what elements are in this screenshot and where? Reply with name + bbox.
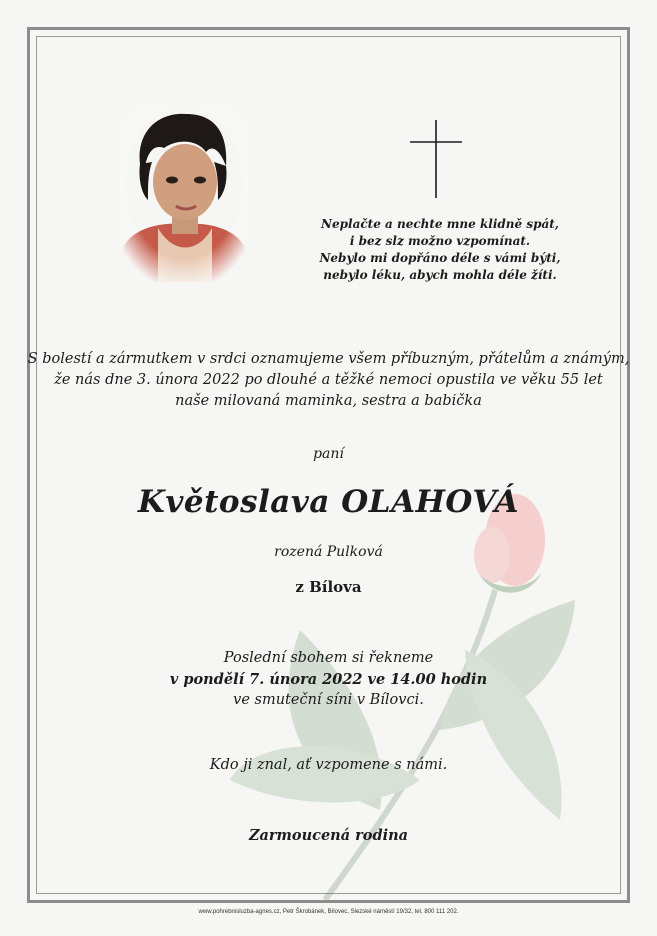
funeral-place: ve smuteční síni v Bílovci.	[233, 692, 424, 708]
signature: Zarmoucená rodina	[248, 827, 409, 844]
funeral-date: v pondělí 7. února 2022 ve 14.00 hodin	[169, 671, 488, 688]
verse	[310, 216, 570, 284]
funeral-intro: Poslední sbohem si řekneme	[223, 650, 434, 666]
cross-icon	[408, 118, 464, 200]
maiden-name: rozená Pulková	[274, 544, 383, 560]
title-prefix: paní	[313, 446, 344, 462]
origin: z Bílova	[295, 578, 362, 596]
remembrance: Kdo ji znal, ať vzpomene s námi.	[209, 757, 448, 773]
announcement-line: že nás dne 3. února 2022 po dlouhé a těžké nemoci opustila ve věku 55 let	[54, 372, 603, 388]
verse-line: nebylo léku, abych mohla déle žíti.	[323, 268, 557, 282]
portrait-photo	[118, 104, 250, 282]
footer-contact: www.pohrebnisluzba-agnes.cz, Petr Škrobánek, Bílovec, Slezské náměstí 19/32, tel. 800 111 202.	[198, 909, 459, 915]
announcement-line: S bolestí a zármutkem v srdci oznamujeme všem příbuzným, přátelům a známým,	[27, 351, 630, 367]
verse-line: i bez slz možno vzpomínat.	[349, 234, 531, 248]
funeral-info	[0, 648, 657, 711]
verse-line: Neplačte a nechte mne klidně spát,	[321, 217, 559, 231]
announcement-line: naše milovaná maminka, sestra a babička	[175, 393, 482, 409]
announcement	[0, 349, 657, 412]
verse-line: Nebylo mi dopřáno déle s vámi býti,	[319, 251, 561, 265]
deceased-name: Květoslava OLAHOVÁ	[137, 484, 520, 520]
